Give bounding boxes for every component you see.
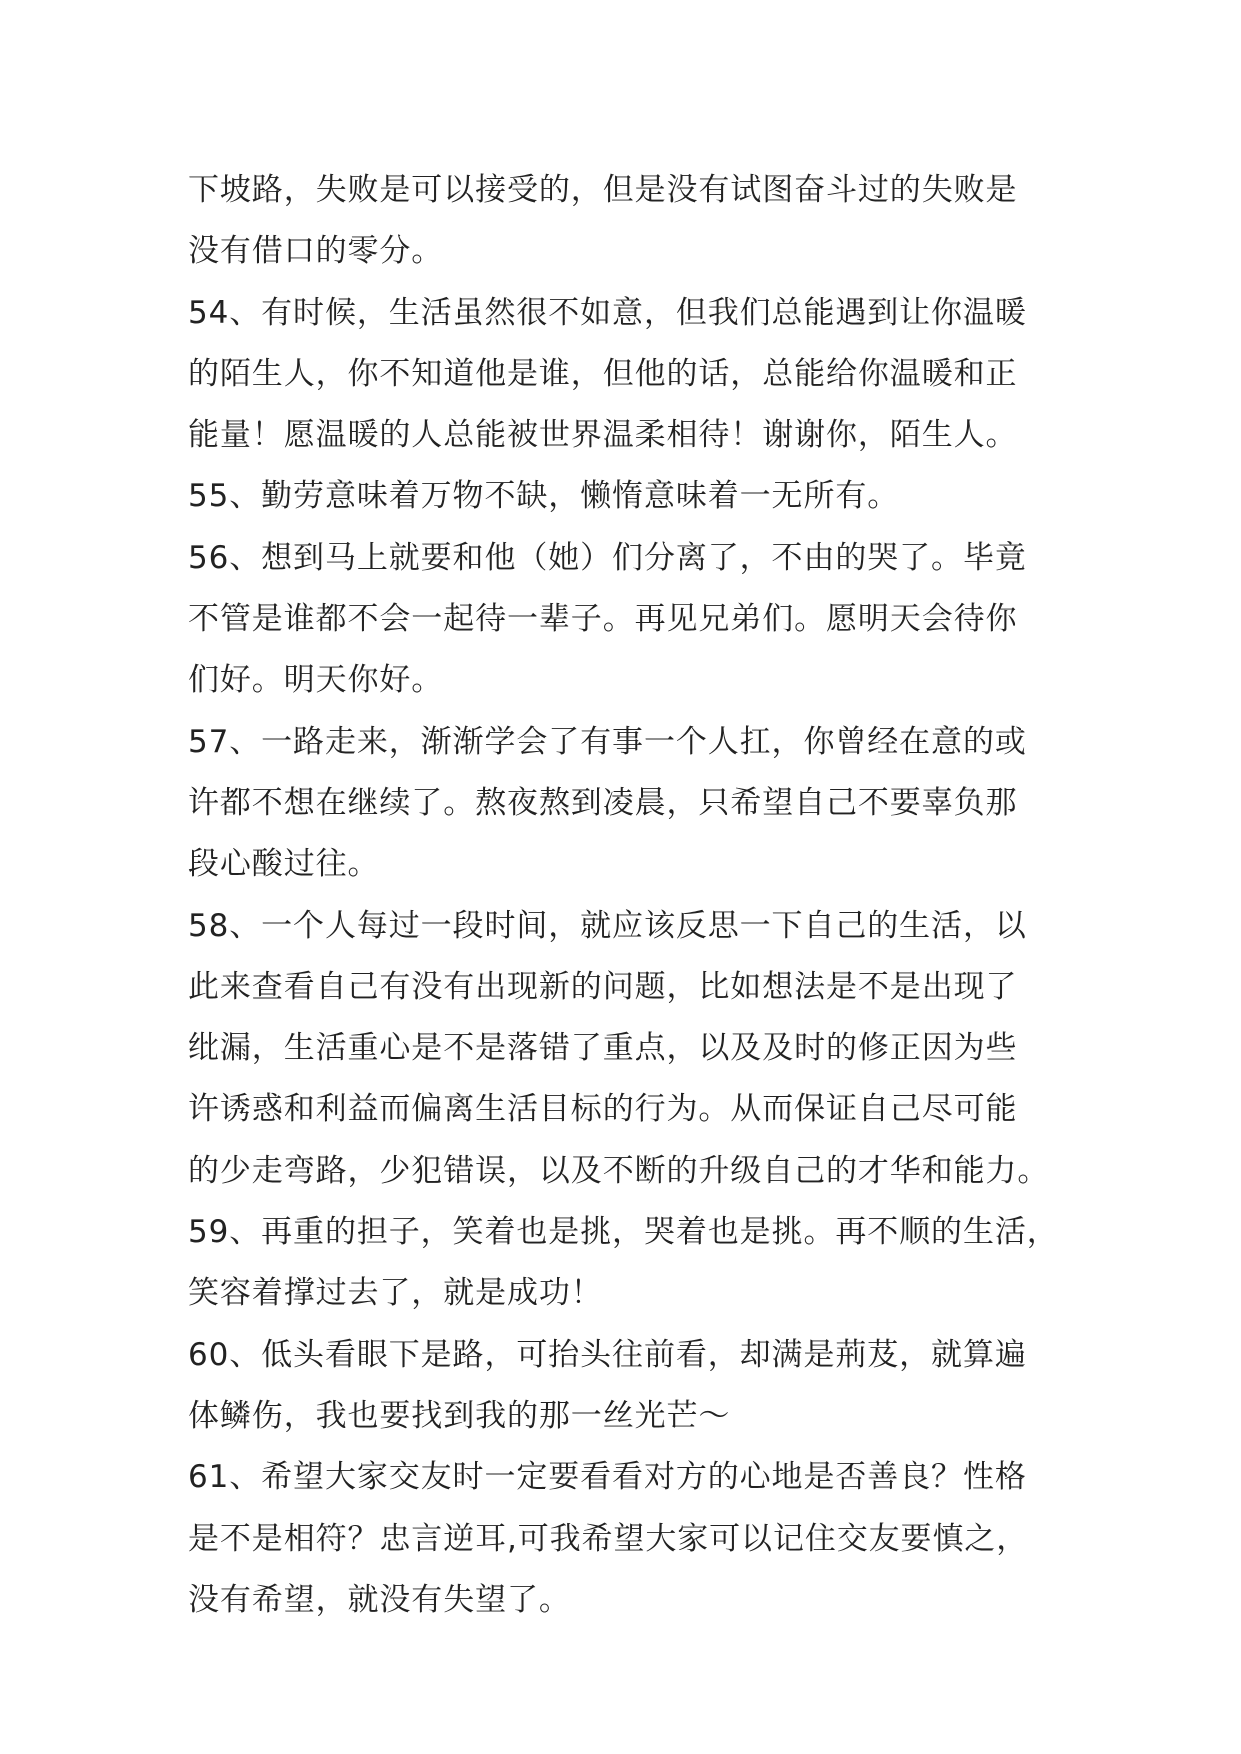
text-line: 笑容着撑过去了，就是成功！ [188,1275,603,1312]
text-line: 61、希望大家交友时一定要看看对方的心地是否善良？性格 [188,1459,1027,1496]
text-line: 的少走弯路，少犯错误，以及不断的升级自己的才华和能力。 [188,1152,1050,1189]
text-line: 此来查看自己有没有出现新的问题，比如想法是不是出现了 [188,968,1018,1005]
text-line: 是不是相符？忠言逆耳,可我希望大家可以记住交友要慎之， [188,1520,1029,1557]
text-line: 们好。明天你好。 [188,662,444,699]
text-line: 下坡路，失败是可以接受的，但是没有试图奋斗过的失败是 [188,172,1018,208]
text-line: 段心酸过往。 [188,846,380,883]
text-line: 没有希望，就没有失望了。 [188,1581,571,1618]
text-line: 的陌生人，你不知道他是谁，但他的话，总能给你温暖和正 [188,355,1018,392]
text-line: 57、一路走来，渐渐学会了有事一个人扛，你曾经在意的或 [188,723,1027,760]
document-body [188,160,1068,1631]
text-line: 59、再重的担子，笑着也是挑，哭着也是挑。再不顺的生活， [188,1214,1059,1251]
text-line: 58、一个人每过一段时间，就应该反思一下自己的生活，以 [188,907,1027,944]
text-line: 没有借口的零分。 [188,233,444,270]
text-line: 56、想到马上就要和他（她）们分离了，不由的哭了。毕竟 [188,539,1027,576]
text-line: 不管是谁都不会一起待一辈子。再见兄弟们。愿明天会待你 [188,601,1018,638]
text-line: 纰漏，生活重心是不是落错了重点，以及及时的修正因为些 [188,1030,1018,1067]
text-line: 许诱惑和利益而偏离生活目标的行为。从而保证自己尽可能 [188,1091,1018,1128]
text-line: 60、低头看眼下是路，可抬头往前看，却满是荊芨，就算遍 [188,1336,1027,1373]
text-line: 体鳞伤，我也要找到我的那一丝光芒～ [188,1397,731,1434]
text-line: 55、勤劳意味着万物不缺，懒惰意味着一无所有。 [188,478,900,515]
text-line: 许都不想在继续了。熬夜熬到凌晨，只希望自己不要辜负那 [188,784,1018,821]
text-line: 54、有时候，生活虽然很不如意，但我们总能遇到让你温暖 [188,294,1027,331]
text-line: 能量！愿温暖的人总能被世界温柔相待！谢谢你，陌生人。 [188,417,1018,454]
